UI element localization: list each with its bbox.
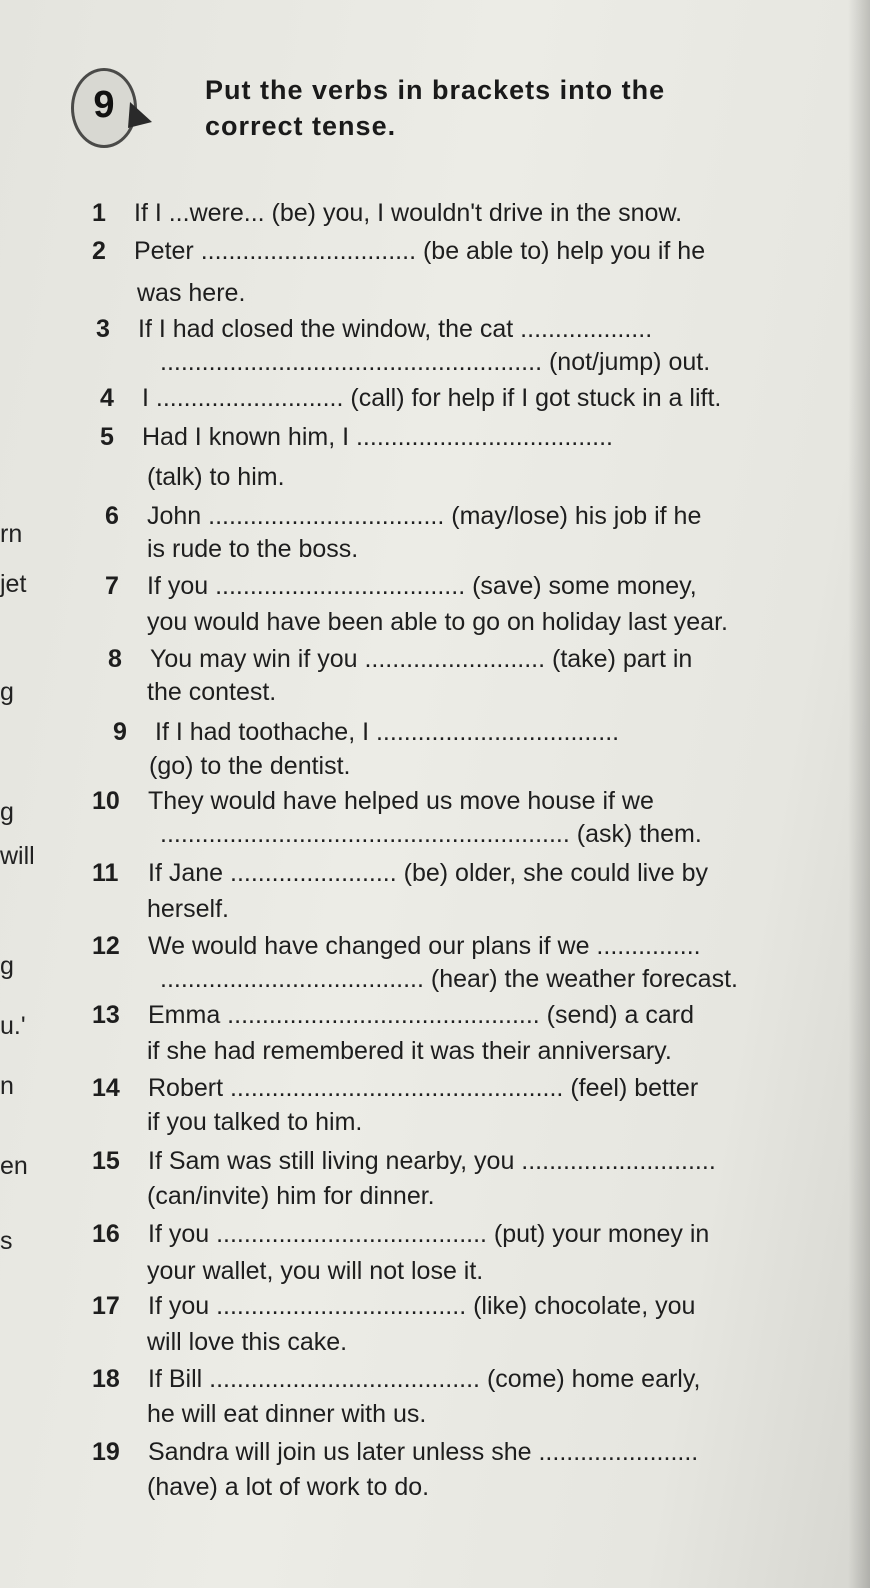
sentence-text: ...................................... (hear) the weather forecast.: [160, 965, 738, 993]
item-number: 8: [108, 645, 122, 673]
sentence-text: Robert ................................................ (feel) better: [148, 1074, 699, 1102]
exercise-number-badge: [70, 62, 152, 154]
item-number: 5: [100, 423, 114, 451]
exercise-number: 9: [93, 84, 115, 126]
sentence-text: (have) a lot of work to do.: [147, 1473, 430, 1501]
item-number: 1: [92, 199, 106, 227]
sentence-text: Had I known him, I .....................................: [142, 423, 613, 451]
sentence-continuation: [147, 893, 229, 925]
sentence-continuation: [147, 1106, 362, 1138]
sentence-text: (talk) to him.: [147, 463, 285, 491]
item-number: 17: [92, 1292, 120, 1320]
sentence-continuation: [137, 277, 245, 309]
sentence-line: [108, 643, 692, 675]
sentence-text: If you ....................................... (put) your money in: [148, 1220, 710, 1248]
item-number: 14: [92, 1074, 120, 1102]
sentence-continuation: [147, 1035, 672, 1067]
sentence-text: will love this cake.: [147, 1328, 348, 1356]
item-number: 7: [105, 572, 119, 600]
sentence-text: John .................................. (may/lose) his job if he: [147, 502, 702, 530]
sentence-text: If you .................................... (like) chocolate, you: [148, 1292, 696, 1320]
sentence-text: Sandra will join us later unless she .......................: [148, 1438, 699, 1466]
margin-fragment: g: [0, 678, 14, 706]
sentence-continuation: [147, 1180, 435, 1212]
sentence-continuation: [147, 1255, 483, 1287]
sentence-text: Peter ............................... (be able to) help you if he: [134, 237, 706, 265]
margin-fragment: en: [0, 1152, 28, 1180]
page-edge-shadow: [848, 0, 870, 1588]
sentence-text: You may win if you .......................... (take) part in: [150, 645, 693, 673]
sentence-line: [92, 1145, 716, 1177]
sentence-continuation: [149, 750, 351, 782]
sentence-continuation: [147, 1326, 347, 1358]
margin-fragment: rn: [0, 520, 23, 548]
sentence-continuation: [147, 676, 276, 708]
sentence-continuation: [160, 963, 738, 995]
sentence-line: [92, 1072, 698, 1104]
item-number: 3: [96, 315, 110, 343]
sentence-line: [92, 857, 708, 889]
sentence-continuation: [147, 533, 358, 565]
item-number: 10: [92, 787, 120, 815]
item-number: 4: [100, 384, 114, 412]
sentence-line: [92, 999, 694, 1031]
sentence-continuation: [147, 461, 285, 493]
item-number: 19: [92, 1438, 120, 1466]
sentence-line: [92, 1290, 695, 1322]
item-number: 9: [113, 718, 127, 746]
sentence-text: if you talked to him.: [147, 1108, 363, 1136]
margin-fragment: n: [0, 1072, 14, 1100]
instruction-line-2: correct tense.: [205, 111, 397, 141]
sentence-text: Emma ............................................. (send) a card: [148, 1001, 694, 1029]
sentence-line: [105, 570, 697, 602]
sentence-continuation: [160, 818, 702, 850]
sentence-line: [105, 500, 701, 532]
sentence-line: [92, 1218, 709, 1250]
sentence-text: is rude to the boss.: [147, 535, 359, 563]
margin-fragment: g: [0, 798, 14, 826]
margin-fragment: jet: [0, 570, 27, 598]
sentence-text: (can/invite) him for dinner.: [147, 1182, 435, 1210]
sentence-text: If Jane ........................ (be) older, she could live by: [148, 859, 708, 887]
sentence-line: [100, 382, 721, 414]
margin-fragment: will: [0, 842, 35, 870]
sentence-text: If I had toothache, I ...................................: [155, 718, 620, 746]
sentence-text: you would have been able to go on holiday last year.: [147, 608, 728, 636]
sentence-text: If Bill ....................................... (come) home early,: [148, 1365, 701, 1393]
sentence-text: (go) to the dentist.: [149, 752, 351, 780]
sentence-text: ........................................................... (ask) them.: [160, 820, 702, 848]
sentence-line: [92, 197, 682, 229]
item-number: 16: [92, 1220, 120, 1248]
sentence-continuation: [147, 1471, 429, 1503]
sentence-text: If Sam was still living nearby, you ............................: [148, 1147, 716, 1175]
item-number: 18: [92, 1365, 120, 1393]
sentence-line: [96, 313, 652, 345]
sentence-line: [113, 716, 619, 748]
sentence-line: [92, 1363, 700, 1395]
sentence-line: [92, 930, 701, 962]
instruction-line-1: Put the verbs in brackets into the: [205, 75, 666, 105]
sentence-text: he will eat dinner with us.: [147, 1400, 427, 1428]
item-number: 12: [92, 932, 120, 960]
item-number: 11: [92, 859, 119, 887]
sentence-text: They would have helped us move house if we: [148, 787, 654, 815]
sentence-continuation: [160, 346, 710, 378]
item-number: 2: [92, 237, 106, 265]
sentence-text: If you .................................... (save) some money,: [147, 572, 697, 600]
sentence-continuation: [147, 1398, 426, 1430]
sentence-text: herself.: [147, 895, 229, 923]
item-number: 6: [105, 502, 119, 530]
margin-fragment: g: [0, 952, 14, 980]
sentence-text: If I ...were... (be) you, I wouldn't drive in the snow.: [134, 199, 683, 227]
item-number: 15: [92, 1147, 120, 1175]
sentence-text: was here.: [137, 279, 246, 307]
margin-fragment: u.': [0, 1012, 26, 1040]
sentence-text: if she had remembered it was their anniversary.: [147, 1037, 672, 1065]
sentence-text: ....................................................... (not/jump) out.: [160, 348, 711, 376]
sentence-text: your wallet, you will not lose it.: [147, 1257, 484, 1285]
sentence-text: We would have changed our plans if we ...............: [148, 932, 701, 960]
sentence-text: I ........................... (call) for help if I got stuck in a lift.: [142, 384, 722, 412]
sentence-continuation: [147, 606, 728, 638]
margin-fragment: s: [0, 1227, 13, 1255]
sentence-line: [92, 235, 705, 267]
sentence-line: [100, 421, 613, 453]
sentence-text: If I had closed the window, the cat ...................: [138, 315, 653, 343]
sentence-text: the contest.: [147, 678, 277, 706]
item-number: 13: [92, 1001, 120, 1029]
sentence-line: [92, 785, 654, 817]
exercise-instruction: [205, 72, 765, 144]
sentence-line: [92, 1436, 698, 1468]
